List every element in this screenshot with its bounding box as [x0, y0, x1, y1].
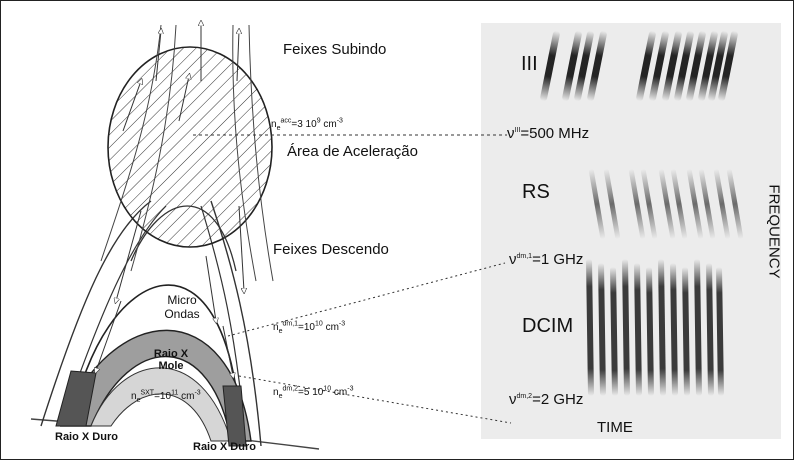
rs-label: RS — [522, 181, 550, 203]
acceleration-region — [108, 47, 272, 247]
soft-xray-label — [149, 348, 193, 372]
density-sxt-label: $n_e^{SXT}=10^{11}$ $cm^{-3}$ — [131, 389, 201, 404]
density-dm1-label: $n_e^{dm,1}=10^{10}$ $cm^{-3}$ — [273, 320, 346, 335]
type-iii-label: III — [521, 53, 538, 75]
acceleration-area-label: Área de Aceleração — [287, 143, 418, 160]
diagram-art — [1, 1, 794, 460]
freq-dm1-label: $\nu^{dm,1}=1$ GHz — [509, 251, 584, 268]
dcim-label: DCIM — [522, 315, 574, 337]
freq-dm2-label: $\nu^{dm,2}=2$ GHz — [509, 391, 584, 408]
density-dm2-label: $n_e^{dm,2}=5$ $10^{10}$ $cm^{-3}$ — [273, 385, 354, 400]
time-axis-label: TIME — [597, 419, 633, 436]
connector-dm1 — [228, 263, 505, 336]
spectrogram-panel — [481, 23, 781, 439]
microwave-label-line1: Micro — [167, 293, 197, 307]
density-acc-label: $n_e^{acc}=3$ $10^9$ $cm^{-3}$ — [271, 117, 343, 132]
hard-xray-right-label: Raio X Duro — [193, 441, 256, 453]
beams-up-label: Feixes Subindo — [283, 41, 387, 58]
hard-xray-left-label: Raio X Duro — [55, 431, 118, 443]
soft-xray-label-line1: Raio X — [153, 348, 189, 360]
soft-xray-label-line2: Mole — [158, 360, 184, 372]
microwave-label-line2: Ondas — [164, 307, 200, 321]
beams-down-label: Feixes Descendo — [273, 241, 389, 258]
frequency-axis-label: FREQUENCY — [765, 184, 783, 279]
freq-iii-label: $\nu^{III}=500$ MHz — [507, 125, 590, 142]
microwave-label — [157, 293, 207, 321]
